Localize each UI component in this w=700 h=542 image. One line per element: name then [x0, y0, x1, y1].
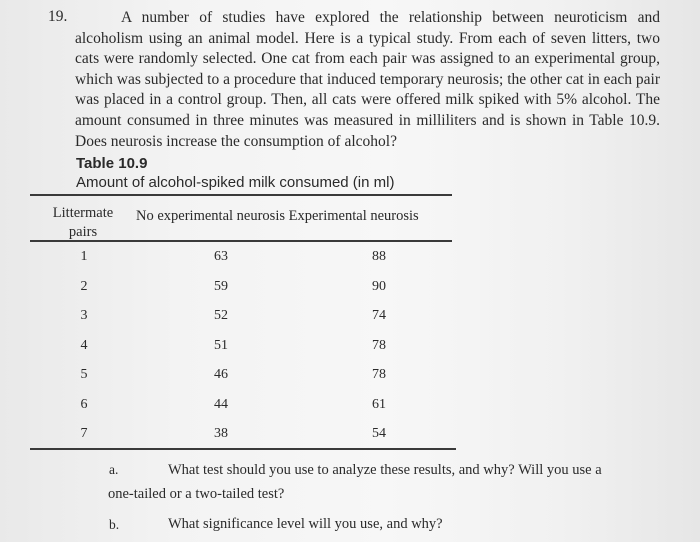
- header-groups: No experimental neurosis Experimental neurosis: [136, 208, 419, 224]
- table-cell-no-neurosis: 46: [214, 367, 228, 382]
- question-text: A number of studies have explored the relationship between neuroticism and alcoholism using an animal model. Here is a typical study. From each of seven litters, two cats were randomly selected. One cat from each pair was assigned to an experimental group, which was subjected to a procedure that induced temporary neurosis; the other cat in each pair was placed in a control group. Then, all cats were offered milk spiked with 5% alcohol. The amount consumed in three minutes was measured in milliliters and is shown in Table 10.9. Does neurosis increase the consumption of alcohol?: [75, 9, 660, 150]
- table-cell-pair: 3: [80, 308, 88, 323]
- table-cell-no-neurosis: 63: [214, 249, 228, 264]
- table-cell-no-neurosis: 38: [214, 426, 228, 441]
- table-cell-neurosis: 88: [372, 249, 386, 264]
- question-number: 19.: [48, 8, 68, 25]
- subquestion-b-text: What significance level will you use, and why?: [168, 516, 443, 532]
- table-cell-no-neurosis: 59: [214, 278, 228, 294]
- table-cell-neurosis: 61: [372, 396, 386, 412]
- table-cell-neurosis: 74: [372, 308, 386, 323]
- table-top-rule: [30, 194, 452, 196]
- table-cell-pair: 5: [80, 367, 88, 382]
- table-cell-neurosis: 90: [372, 278, 386, 294]
- table-title: Table 10.9: [76, 155, 148, 172]
- table-cell-no-neurosis: 51: [214, 337, 228, 353]
- table-cell-pair: 4: [80, 337, 88, 353]
- subquestion-a-letter: a.: [109, 462, 119, 477]
- subquestion-b-letter: b.: [109, 517, 120, 532]
- table-bottom-rule: [30, 448, 456, 450]
- table-cell-neurosis: 78: [372, 367, 386, 382]
- table-header-rule: [30, 240, 452, 242]
- table-cell-pair: 7: [80, 426, 88, 441]
- table-cell-neurosis: 78: [372, 337, 386, 353]
- subquestion-a-text: What test should you use to analyze these results, and why? Will you use a: [168, 462, 602, 478]
- table-cell-no-neurosis: 44: [214, 396, 228, 412]
- table-cell-no-neurosis: 52: [214, 308, 228, 323]
- table-cell-pair: 1: [80, 249, 88, 264]
- table-cell-pair: 6: [80, 396, 88, 412]
- table-cell-neurosis: 54: [372, 426, 386, 441]
- subquestion-a-text-cont: one-tailed or a two-tailed test?: [108, 486, 285, 502]
- table-cell-pair: 2: [80, 278, 88, 294]
- table-subtitle: Amount of alcohol-spiked milk consumed (in ml): [76, 174, 395, 191]
- header-littermate-pairs: Littermate pairs: [52, 205, 114, 240]
